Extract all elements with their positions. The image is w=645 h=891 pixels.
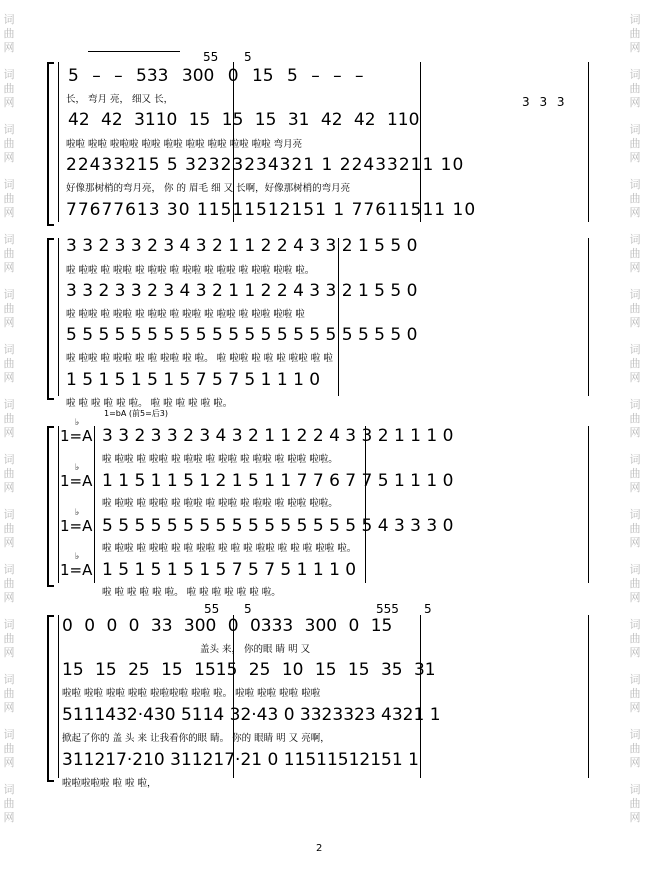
watermark-group [2, 398, 16, 440]
s4-row2-lyric: 啦啦 啦啦 啦啦 啦啦 啦啦啦啦 啦啦 啦。 啦啦 啦啦 啦啦 啦啦 [62, 688, 321, 699]
watermark-char: 曲 [3, 632, 15, 645]
s4-upper-d: 5 [424, 602, 432, 616]
key-label-1: 1=A [60, 427, 93, 445]
s2-row3-lyric: 啦 啦啦 啦 啦啦 啦 啦 啦啦 啦 啦。 啦 啦啦 啦 啦 啦 啦啦 啦 啦 [66, 353, 333, 364]
key-label-3: 1=A [60, 517, 93, 535]
watermark-char: 网 [3, 536, 15, 549]
s4-row1-lyric: 盖头 来， 你的眼 睛 明 又 [200, 644, 311, 655]
watermark-char: 曲 [629, 82, 641, 95]
watermark-char: 网 [3, 96, 15, 109]
watermark-char: 词 [629, 398, 641, 411]
s1-row2-lyric: 啦啦 啦啦 啦啦啦 啦啦 啦啦 啦啦 啦啦 啦啦 啦啦 弯月亮 [66, 139, 303, 150]
watermark-char: 词 [3, 123, 15, 136]
watermark-group [2, 563, 16, 605]
s4-row3-lyric: 掀起了你的 盖 头 来 让我看你的眼 睛。 你的 眼睛 明 又 亮啊， [62, 733, 330, 744]
watermark-group [2, 288, 16, 330]
watermark-char: 网 [629, 316, 641, 329]
s4-upper-a: 55 [204, 602, 220, 616]
watermark-group [2, 13, 16, 55]
key-label-2: 1=A [60, 472, 93, 490]
watermark-char: 网 [629, 756, 641, 769]
watermark-group [2, 68, 16, 110]
flat-sign-2: ♭ [75, 463, 80, 473]
watermark-char: 曲 [3, 412, 15, 425]
watermark-char: 网 [3, 41, 15, 54]
watermark-group [628, 13, 642, 55]
flat-sign-4: ♭ [75, 552, 80, 562]
s4-row4-lyric: 啦啦啦啦啦 啦 啦 啦， [62, 778, 157, 789]
watermark-char: 网 [629, 701, 641, 714]
watermark-group [628, 178, 642, 220]
watermark-char: 词 [3, 783, 15, 796]
s4-row4-notes: 311217·210 311217·21 0 11511512151 1 [62, 750, 419, 770]
watermark-char: 网 [629, 591, 641, 604]
watermark-char: 曲 [3, 687, 15, 700]
watermark-char: 曲 [629, 412, 641, 425]
watermark-char: 网 [629, 206, 641, 219]
watermark-char: 网 [3, 646, 15, 659]
watermark-char: 词 [629, 618, 641, 631]
watermark-char: 曲 [629, 192, 641, 205]
watermark-char: 词 [629, 13, 641, 26]
watermark-group [628, 288, 642, 330]
watermark-group [2, 618, 16, 660]
s1-row1-upper: 3 3 3 [522, 95, 565, 109]
watermark-char: 词 [3, 288, 15, 301]
watermark-char: 曲 [3, 357, 15, 370]
watermark-char: 曲 [629, 247, 641, 260]
watermark-char: 词 [629, 178, 641, 191]
s1-row4-notes: 77677613 30 11511512151 1 77611511 10 [66, 200, 477, 220]
watermark-char: 曲 [629, 742, 641, 755]
watermark-char: 网 [3, 316, 15, 329]
watermark-char: 网 [629, 41, 641, 54]
watermark-group [628, 343, 642, 385]
watermark-char: 词 [629, 453, 641, 466]
s3-row1-lyric: 啦 啦啦 啦 啦啦 啦 啦啦 啦 啦啦 啦 啦啦 啦 啦啦 啦啦。 [102, 454, 338, 465]
watermark-group [628, 618, 642, 660]
key-label-4: 1=A [60, 561, 93, 579]
watermark-char: 词 [629, 783, 641, 796]
s2-row3-notes: 5 5 5 5 5 5 5 5 5 5 5 5 5 5 5 5 5 5 5 5 5 0 [66, 325, 418, 345]
watermark-char: 词 [3, 343, 15, 356]
watermark-group [628, 398, 642, 440]
watermark-char: 网 [629, 536, 641, 549]
watermark-group [2, 233, 16, 275]
key-change-note: 1=bA (前5=后3) [104, 409, 169, 418]
s1-row3-notes: 22433215 5 32323234321 1 22433211 10 [66, 155, 465, 175]
watermark-char: 曲 [629, 522, 641, 535]
s3-row1-notes: 3 3 2 3 3 2 3 4 3 2 1 1 2 2 4 3 3 2 1 1 1 0 [102, 426, 454, 446]
watermark-char: 词 [3, 233, 15, 246]
s1-row1-lyric: 长， 弯月 亮， 细又 长， [66, 94, 174, 105]
watermark-char: 网 [3, 261, 15, 274]
watermark-char: 网 [3, 371, 15, 384]
watermark-char: 词 [3, 398, 15, 411]
watermark-char: 词 [629, 288, 641, 301]
s4-row3-notes: 5111432·430 5114 32·43 0 3323323 4321 1 [62, 705, 441, 725]
s3-row4-lyric: 啦 啦 啦 啦 啦 啦。 啦 啦 啦 啦 啦 啦 啦。 [102, 587, 281, 598]
watermark-char: 网 [629, 151, 641, 164]
watermark-char: 词 [3, 178, 15, 191]
watermark-char: 词 [629, 343, 641, 356]
watermark-char: 网 [3, 701, 15, 714]
s1-row2-notes: 42 42 3110 15 15 15 31 42 42 110 [68, 110, 420, 130]
s2-row2-lyric: 啦 啦啦 啦 啦啦 啦 啦啦 啦 啦啦 啦 啦啦 啦 啦啦 啦啦 啦 [66, 309, 305, 320]
watermark-char: 曲 [3, 742, 15, 755]
s4-upper-b: 5 [244, 602, 252, 616]
s4-row1-notes: 0 0 0 0 33 300 0 0333 300 0 15 [62, 616, 393, 636]
watermark-char: 曲 [3, 302, 15, 315]
watermark-char: 网 [629, 646, 641, 659]
watermark-group [628, 563, 642, 605]
watermark-right [628, 0, 642, 891]
watermark-char: 网 [629, 96, 641, 109]
flat-sign-1: ♭ [75, 418, 80, 428]
s3-row4-notes: 1 5 1 5 1 5 1 5 7 5 7 5 1 1 1 0 [102, 560, 357, 580]
watermark-char: 词 [629, 233, 641, 246]
watermark-char: 曲 [629, 687, 641, 700]
watermark-char: 网 [629, 261, 641, 274]
watermark-char: 词 [629, 68, 641, 81]
watermark-char: 网 [629, 371, 641, 384]
watermark-group [2, 728, 16, 770]
watermark-group [2, 783, 16, 825]
watermark-char: 网 [3, 426, 15, 439]
watermark-char: 曲 [3, 82, 15, 95]
watermark-char: 词 [629, 673, 641, 686]
s2-row1-notes: 3 3 2 3 3 2 3 4 3 2 1 1 2 2 4 3 3 2 1 5 5 0 [66, 236, 418, 256]
watermark-group [2, 453, 16, 495]
watermark-char: 曲 [3, 797, 15, 810]
watermark-group [628, 123, 642, 165]
watermark-char: 曲 [629, 357, 641, 370]
watermark-char: 曲 [3, 137, 15, 150]
watermark-group [2, 508, 16, 550]
watermark-char: 曲 [3, 192, 15, 205]
watermark-char: 曲 [629, 27, 641, 40]
watermark-char: 曲 [629, 302, 641, 315]
flat-sign-3: ♭ [75, 508, 80, 518]
s3-row3-notes: 5 5 5 5 5 5 5 5 5 5 5 5 5 5 5 5 5 4 3 3 3 0 [102, 516, 454, 536]
watermark-char: 词 [3, 508, 15, 521]
watermark-char: 词 [629, 123, 641, 136]
watermark-char: 网 [629, 426, 641, 439]
page-number: 2 [316, 843, 323, 854]
watermark-group [2, 343, 16, 385]
watermark-char: 网 [3, 481, 15, 494]
s2-row4-lyric: 啦 啦 啦 啦 啦 啦。 啦 啦 啦 啦 啦 啦。 [66, 398, 233, 409]
watermark-char: 词 [3, 68, 15, 81]
watermark-char: 词 [3, 728, 15, 741]
watermark-char: 词 [3, 618, 15, 631]
watermark-char: 曲 [629, 137, 641, 150]
watermark-group [2, 123, 16, 165]
watermark-char: 曲 [629, 632, 641, 645]
watermark-char: 网 [3, 756, 15, 769]
watermark-group [628, 453, 642, 495]
s4-row2-notes: 15 15 25 15 1515 25 10 15 15 35 31 [62, 660, 436, 680]
watermark-char: 曲 [3, 577, 15, 590]
s1-row1-notes: 5 – – 533 300 0 15 5 – – – [68, 66, 364, 86]
watermark-group [628, 508, 642, 550]
watermark-char: 网 [3, 151, 15, 164]
watermark-group [628, 673, 642, 715]
watermark-char: 词 [3, 13, 15, 26]
watermark-char: 词 [629, 563, 641, 576]
watermark-group [628, 783, 642, 825]
watermark-char: 网 [629, 481, 641, 494]
top-notes-b: 5 [244, 50, 252, 64]
s3-row3-lyric: 啦 啦啦 啦 啦啦 啦 啦 啦啦 啦 啦 啦 啦啦 啦 啦 啦 啦啦 啦。 [102, 543, 357, 554]
watermark-char: 网 [3, 206, 15, 219]
s3-row2-lyric: 啦 啦啦 啦 啦啦 啦 啦啦 啦 啦啦 啦 啦啦 啦 啦啦 啦啦。 [102, 498, 338, 509]
watermark-char: 曲 [629, 467, 641, 480]
watermark-char: 网 [3, 591, 15, 604]
watermark-char: 曲 [629, 797, 641, 810]
s3-row2-notes: 1 1 5 1 1 5 1 2 1 5 1 1 7 7 6 7 7 5 1 1 1 0 [102, 471, 454, 491]
s2-row1-lyric: 啦 啦啦 啦 啦啦 啦 啦啦 啦 啦啦 啦 啦啦 啦 啦啦 啦啦 啦。 [66, 265, 315, 276]
watermark-char: 词 [3, 563, 15, 576]
watermark-char: 曲 [3, 247, 15, 260]
s1-row3-lyric: 好像那树梢的弯月亮， 你 的 眉毛 细 又 长啊，好像那树梢的弯月亮 [66, 183, 351, 194]
s4-upper-c: 555 [376, 602, 399, 616]
watermark-char: 词 [629, 508, 641, 521]
watermark-char: 曲 [629, 577, 641, 590]
watermark-group [628, 68, 642, 110]
watermark-group [628, 233, 642, 275]
watermark-char: 网 [3, 811, 15, 824]
watermark-char: 词 [629, 728, 641, 741]
watermark-char: 曲 [3, 522, 15, 535]
watermark-group [2, 673, 16, 715]
watermark-char: 网 [629, 811, 641, 824]
watermark-char: 曲 [3, 27, 15, 40]
s2-row2-notes: 3 3 2 3 3 2 3 4 3 2 1 1 2 2 4 3 3 2 1 5 5 0 [66, 281, 418, 301]
watermark-group [628, 728, 642, 770]
watermark-char: 曲 [3, 467, 15, 480]
watermark-group [2, 178, 16, 220]
s2-row4-notes: 1 5 1 5 1 5 1 5 7 5 7 5 1 1 1 0 [66, 370, 321, 390]
top-notes-a: 55 [203, 50, 219, 64]
watermark-char: 词 [3, 453, 15, 466]
watermark-left [2, 0, 16, 891]
watermark-char: 词 [3, 673, 15, 686]
